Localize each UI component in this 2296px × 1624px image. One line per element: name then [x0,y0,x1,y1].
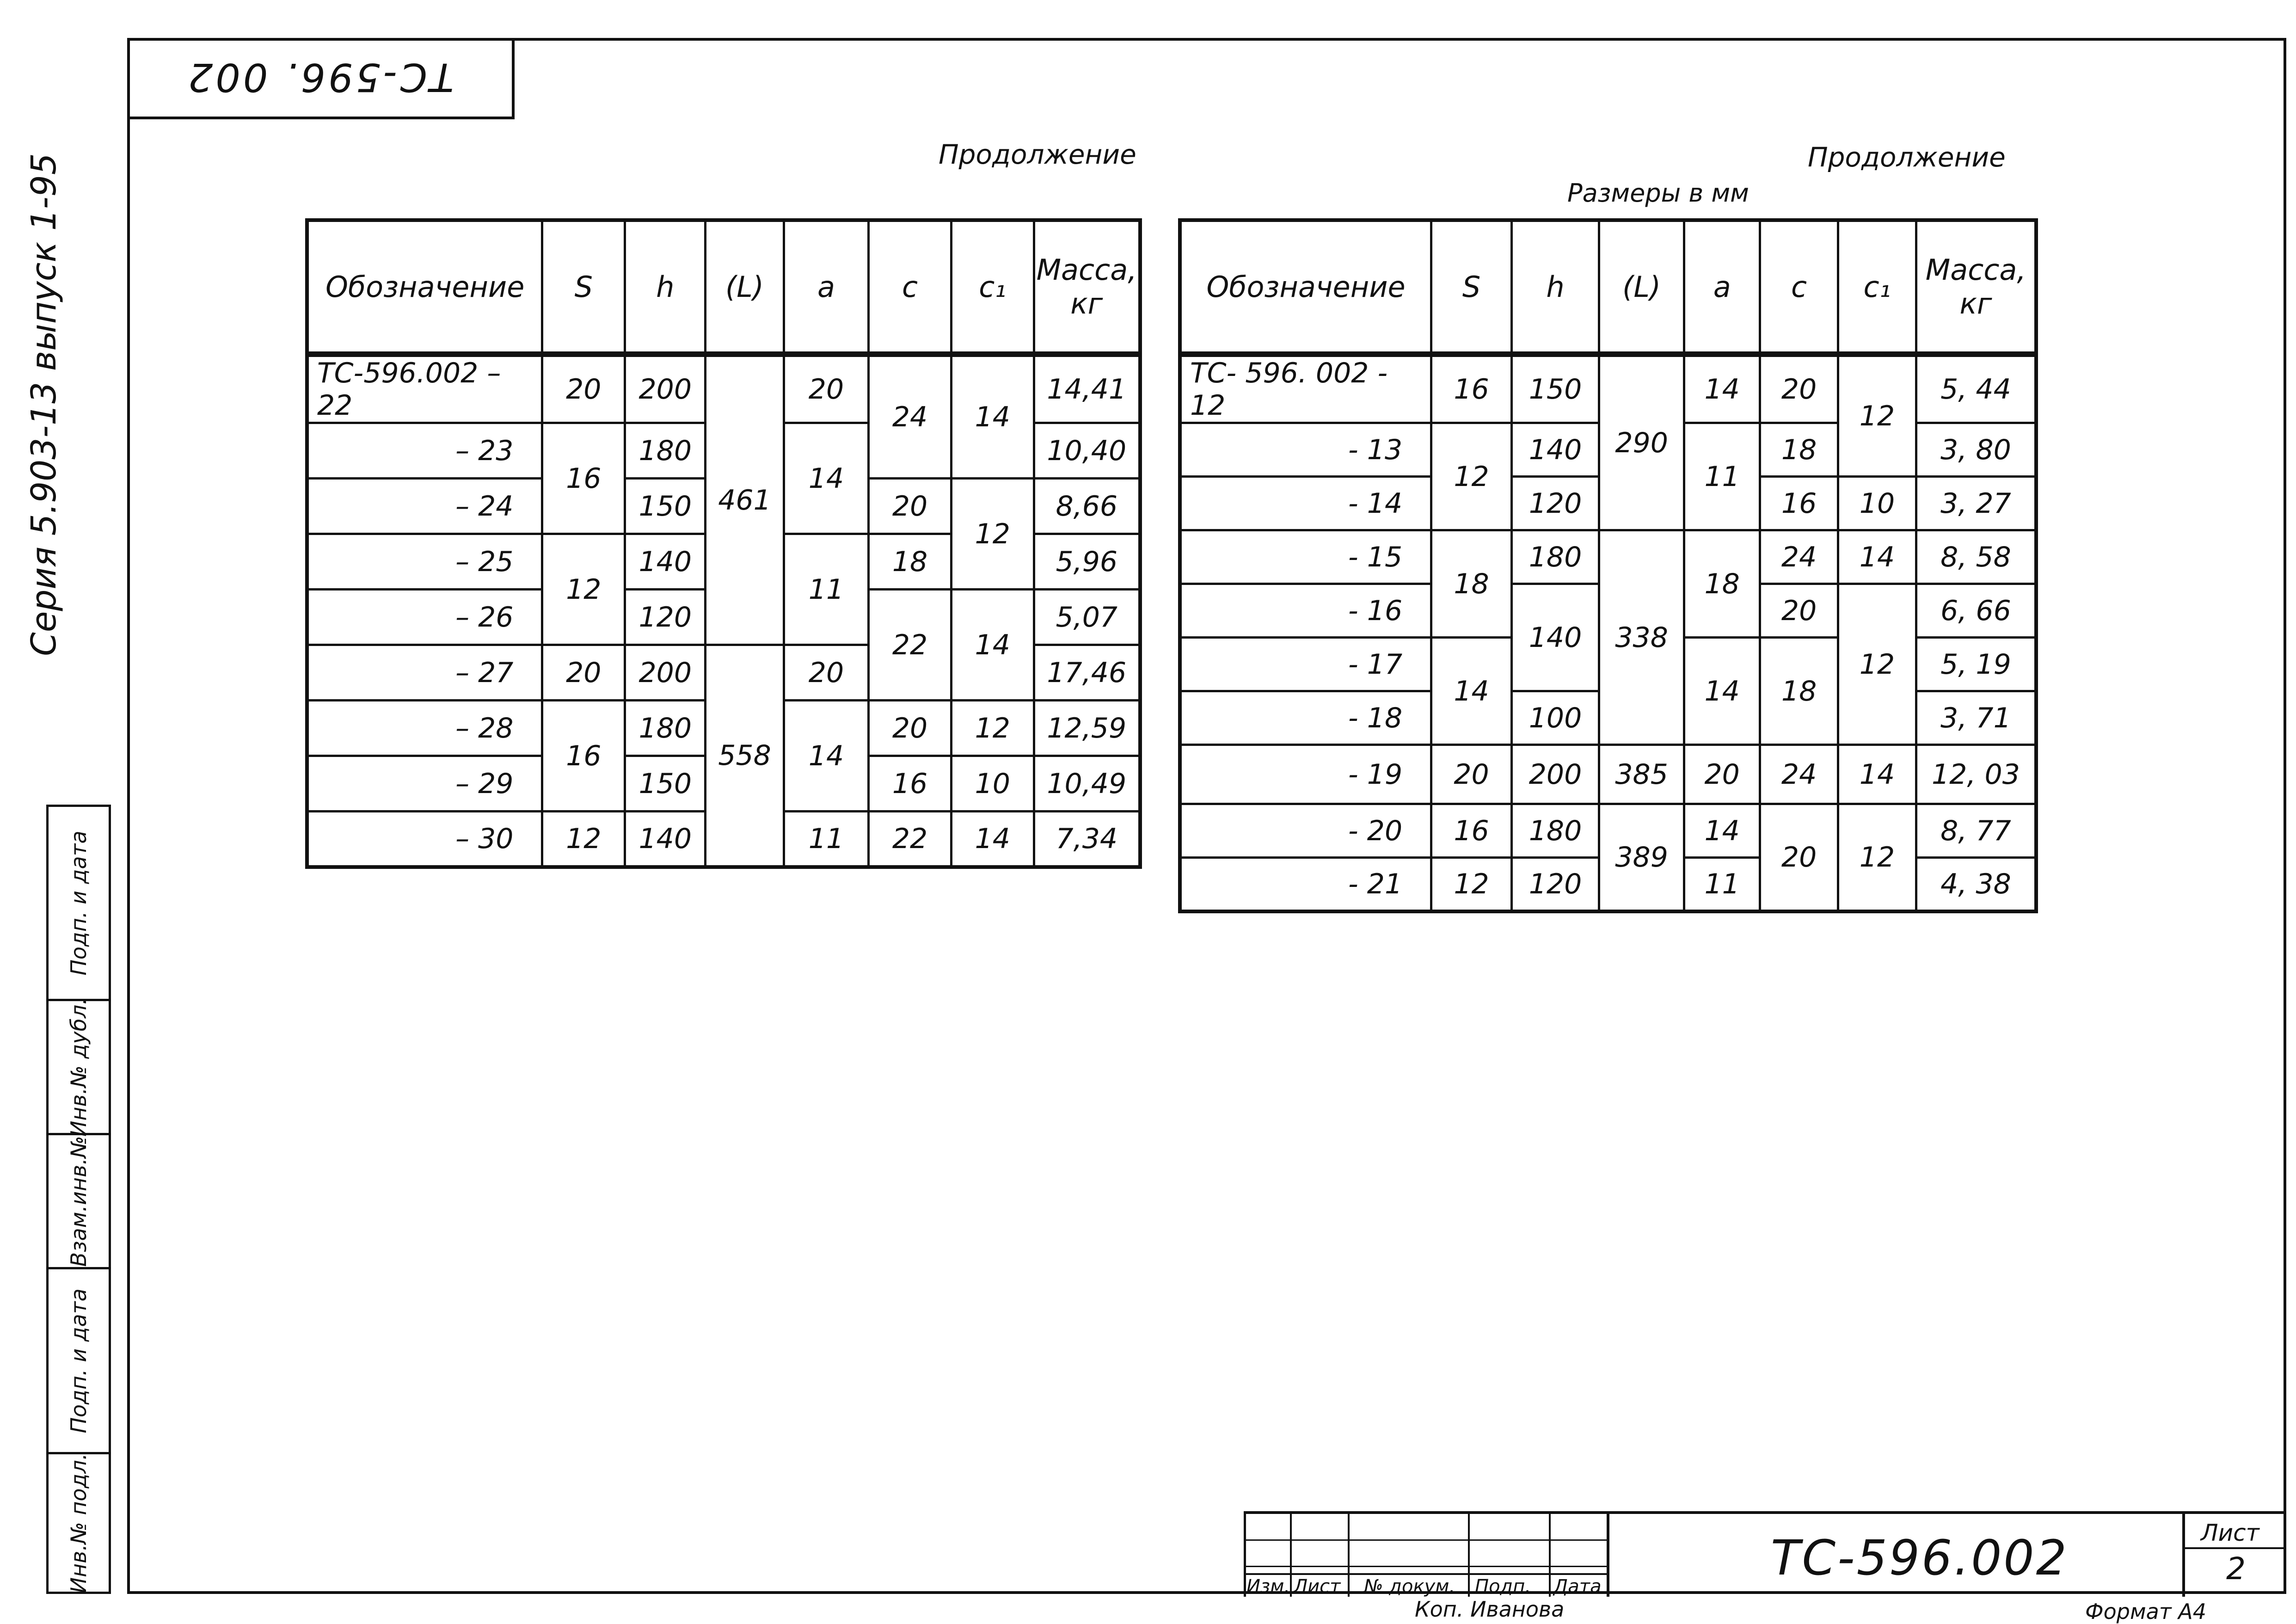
table-row [1180,745,2036,804]
tb-grid-line [1244,1514,1246,1597]
right-table-caption: Продолжение [1808,141,2006,173]
s-cell: 12 [1431,423,1512,530]
a-cell: 14 [1684,804,1760,858]
c-cell: 18 [1760,423,1838,477]
header-mass-label: Масса, [1925,253,2026,287]
s-cell: 20 [1431,745,1512,804]
h-cell: 140 [1511,423,1599,477]
a-cell: 14 [1684,638,1760,745]
designation-cell: - 13 [1180,423,1431,477]
c1-cell: 14 [951,354,1034,479]
c-cell: 20 [1760,354,1838,423]
header-c1: c₁ [951,220,1034,354]
rotated-document-code: ТС-596. 002 [185,55,454,100]
designation-cell: – 29 [307,756,542,812]
mass-cell: 3, 71 [1916,691,2036,745]
mass-cell: 7,34 [1034,812,1140,867]
c-cell: 18 [1760,638,1838,745]
tb-col-sheet: Лист [1294,1576,1341,1597]
l-cell: 290 [1599,354,1684,530]
h-cell: 180 [625,423,706,479]
stamp-label: Инв.№ подл. [66,1453,91,1593]
h-cell: 120 [625,590,706,645]
s-cell: 12 [1431,858,1512,911]
c1-cell: 14 [1838,745,1916,804]
s-cell: 16 [542,701,625,812]
title-block [1244,1511,2286,1597]
header-l: (L) [706,220,784,354]
tb-grid-line [2182,1547,2286,1549]
h-cell: 180 [625,701,706,756]
h-cell: 140 [625,534,706,590]
c-cell: 22 [869,590,952,701]
h-cell: 200 [625,354,706,423]
stamp-cell-sign-date-2 [49,1269,109,1454]
c1-cell: 12 [951,701,1034,756]
c1-cell: 12 [1838,584,1916,745]
tb-grid-line [1244,1566,1607,1567]
designation-cell: - 17 [1180,638,1431,691]
c1-cell: 12 [1838,804,1916,911]
designation-cell: – 24 [307,479,542,534]
c1-cell: 12 [1838,354,1916,477]
left-spec-table [305,218,1142,869]
designation-cell: – 28 [307,701,542,756]
tb-grid-line [1468,1514,1470,1597]
header-c: c [869,220,952,354]
a-cell: 11 [1684,423,1760,530]
h-cell: 150 [1511,354,1599,423]
tb-grid-line [2182,1514,2185,1597]
s-cell: 18 [1431,530,1512,638]
stamp-cell-sign-date-1 [49,807,109,1001]
designation-cell: - 15 [1180,530,1431,584]
rotated-code-box [127,38,515,119]
mass-cell: 8,66 [1034,479,1140,534]
l-cell: 338 [1599,530,1684,745]
l-cell: 385 [1599,745,1684,804]
left-table-caption: Продолжение [939,139,1136,170]
a-cell: 11 [1684,858,1760,911]
a-cell: 11 [784,534,869,645]
header-h: h [625,220,706,354]
mass-cell: 5,07 [1034,590,1140,645]
c-cell: 20 [1760,804,1838,911]
h-cell: 140 [625,812,706,867]
c-cell: 22 [869,812,952,867]
h-cell: 120 [1511,477,1599,530]
header-c: c [1760,220,1838,354]
designation-cell: – 27 [307,645,542,701]
h-cell: 180 [1511,530,1599,584]
header-mass-unit: кг [1070,287,1103,320]
designation-cell: ТС-596.002 – 22 [307,354,542,423]
c-cell: 24 [1760,745,1838,804]
a-cell: 14 [784,701,869,812]
header-c1: c₁ [1838,220,1916,354]
designation-cell: - 14 [1180,477,1431,530]
stamp-label: Инв.№ дубл. [66,997,91,1137]
c1-cell: 14 [951,812,1034,867]
tb-col-doc-number: № докум. [1364,1576,1455,1597]
c-cell: 20 [869,479,952,534]
s-cell: 12 [542,812,625,867]
tb-grid-line [1607,1514,1609,1597]
a-cell: 14 [784,423,869,534]
mass-cell: 17,46 [1034,645,1140,701]
s-cell: 16 [1431,354,1512,423]
h-cell: 100 [1511,691,1599,745]
mass-cell: 5, 19 [1916,638,2036,691]
c-cell: 16 [869,756,952,812]
header-designation: Обозначение [1180,220,1431,354]
s-cell: 14 [1431,638,1512,745]
tb-sheet-label: Лист [2201,1519,2259,1546]
header-mass [1034,220,1140,354]
tb-grid-line [1244,1539,1607,1541]
c1-cell: 14 [1838,530,1916,584]
s-cell: 12 [542,534,625,645]
title-block-document-code: ТС-596.002 [1771,1530,2069,1586]
c-cell: 18 [869,534,952,590]
a-cell: 11 [784,812,869,867]
header-s: S [1431,220,1512,354]
c1-cell: 12 [951,479,1034,590]
stamp-label: Взам.инв.№ [66,1135,91,1267]
c-cell: 24 [1760,530,1838,584]
stamp-cell-replace-inv [49,1135,109,1269]
tb-col-signature: Подп. [1475,1576,1531,1597]
units-note: Размеры в мм [1567,178,1749,208]
header-a: a [1684,220,1760,354]
table-row [1180,530,2036,584]
mass-cell: 5,96 [1034,534,1140,590]
l-cell: 558 [706,645,784,867]
designation-cell: – 26 [307,590,542,645]
mass-cell: 3, 27 [1916,477,2036,530]
c1-cell: 10 [951,756,1034,812]
stamp-cell-dup-inv [49,997,109,1137]
h-cell: 120 [1511,858,1599,911]
header-a: a [784,220,869,354]
a-cell: 14 [1684,354,1760,423]
table-row [1180,354,2036,423]
designation-cell: ТС- 596. 002 - 12 [1180,354,1431,423]
stamp-label: Подп. и дата [66,1288,91,1433]
designation-cell: - 20 [1180,804,1431,858]
designation-cell: - 16 [1180,584,1431,638]
s-cell: 16 [1431,804,1512,858]
series-label: Серия 5.903-13 выпуск 1-95 [24,153,64,656]
header-designation: Обозначение [307,220,542,354]
mass-cell: 5, 44 [1916,354,2036,423]
s-cell: 20 [542,354,625,423]
s-cell: 20 [542,645,625,701]
tb-col-change: Изм. [1246,1576,1290,1597]
designation-cell: - 18 [1180,691,1431,745]
c-cell: 24 [869,354,952,479]
table-row [307,354,1140,423]
designation-cell: - 21 [1180,858,1431,911]
s-cell: 16 [542,423,625,534]
mass-cell: 12, 03 [1916,745,2036,804]
copied-by: Коп. Иванова [1415,1597,1565,1622]
tb-grid-line [1348,1514,1350,1597]
header-mass-unit: кг [1959,287,1992,320]
format-label: Формат А4 [2085,1599,2206,1624]
tb-col-date: Дата [1553,1576,1602,1597]
designation-cell: - 19 [1180,745,1431,804]
tb-grid-line [1244,1573,1607,1575]
margin-stamp [46,805,111,1594]
header-l: (L) [1599,220,1684,354]
l-cell: 461 [706,354,784,645]
mass-cell: 14,41 [1034,354,1140,423]
header-mass-label: Масса, [1036,253,1137,287]
mass-cell: 12,59 [1034,701,1140,756]
h-cell: 150 [625,756,706,812]
mass-cell: 6, 66 [1916,584,2036,638]
mass-cell: 8, 58 [1916,530,2036,584]
designation-cell: – 25 [307,534,542,590]
h-cell: 150 [625,479,706,534]
h-cell: 200 [1511,745,1599,804]
mass-cell: 10,40 [1034,423,1140,479]
a-cell: 18 [1684,530,1760,638]
stamp-label: Подп. и дата [66,830,91,976]
h-cell: 180 [1511,804,1599,858]
c-cell: 16 [1760,477,1838,530]
h-cell: 140 [1511,584,1599,691]
mass-cell: 3, 80 [1916,423,2036,477]
c-cell: 20 [1760,584,1838,638]
header-s: S [542,220,625,354]
mass-cell: 8, 77 [1916,804,2036,858]
header-mass [1916,220,2036,354]
table-row [1180,804,2036,858]
a-cell: 20 [784,354,869,423]
c1-cell: 14 [951,590,1034,701]
right-spec-table [1178,218,2038,913]
l-cell: 389 [1599,804,1684,911]
mass-cell: 4, 38 [1916,858,2036,911]
stamp-cell-orig-inv [49,1454,109,1592]
h-cell: 200 [625,645,706,701]
c1-cell: 10 [1838,477,1916,530]
header-h: h [1511,220,1599,354]
a-cell: 20 [784,645,869,701]
designation-cell: – 30 [307,812,542,867]
tb-grid-line [1549,1514,1551,1597]
tb-sheet-number: 2 [2226,1551,2246,1587]
mass-cell: 10,49 [1034,756,1140,812]
a-cell: 20 [1684,745,1760,804]
tb-grid-line [1290,1514,1292,1597]
c-cell: 20 [869,701,952,756]
designation-cell: – 23 [307,423,542,479]
